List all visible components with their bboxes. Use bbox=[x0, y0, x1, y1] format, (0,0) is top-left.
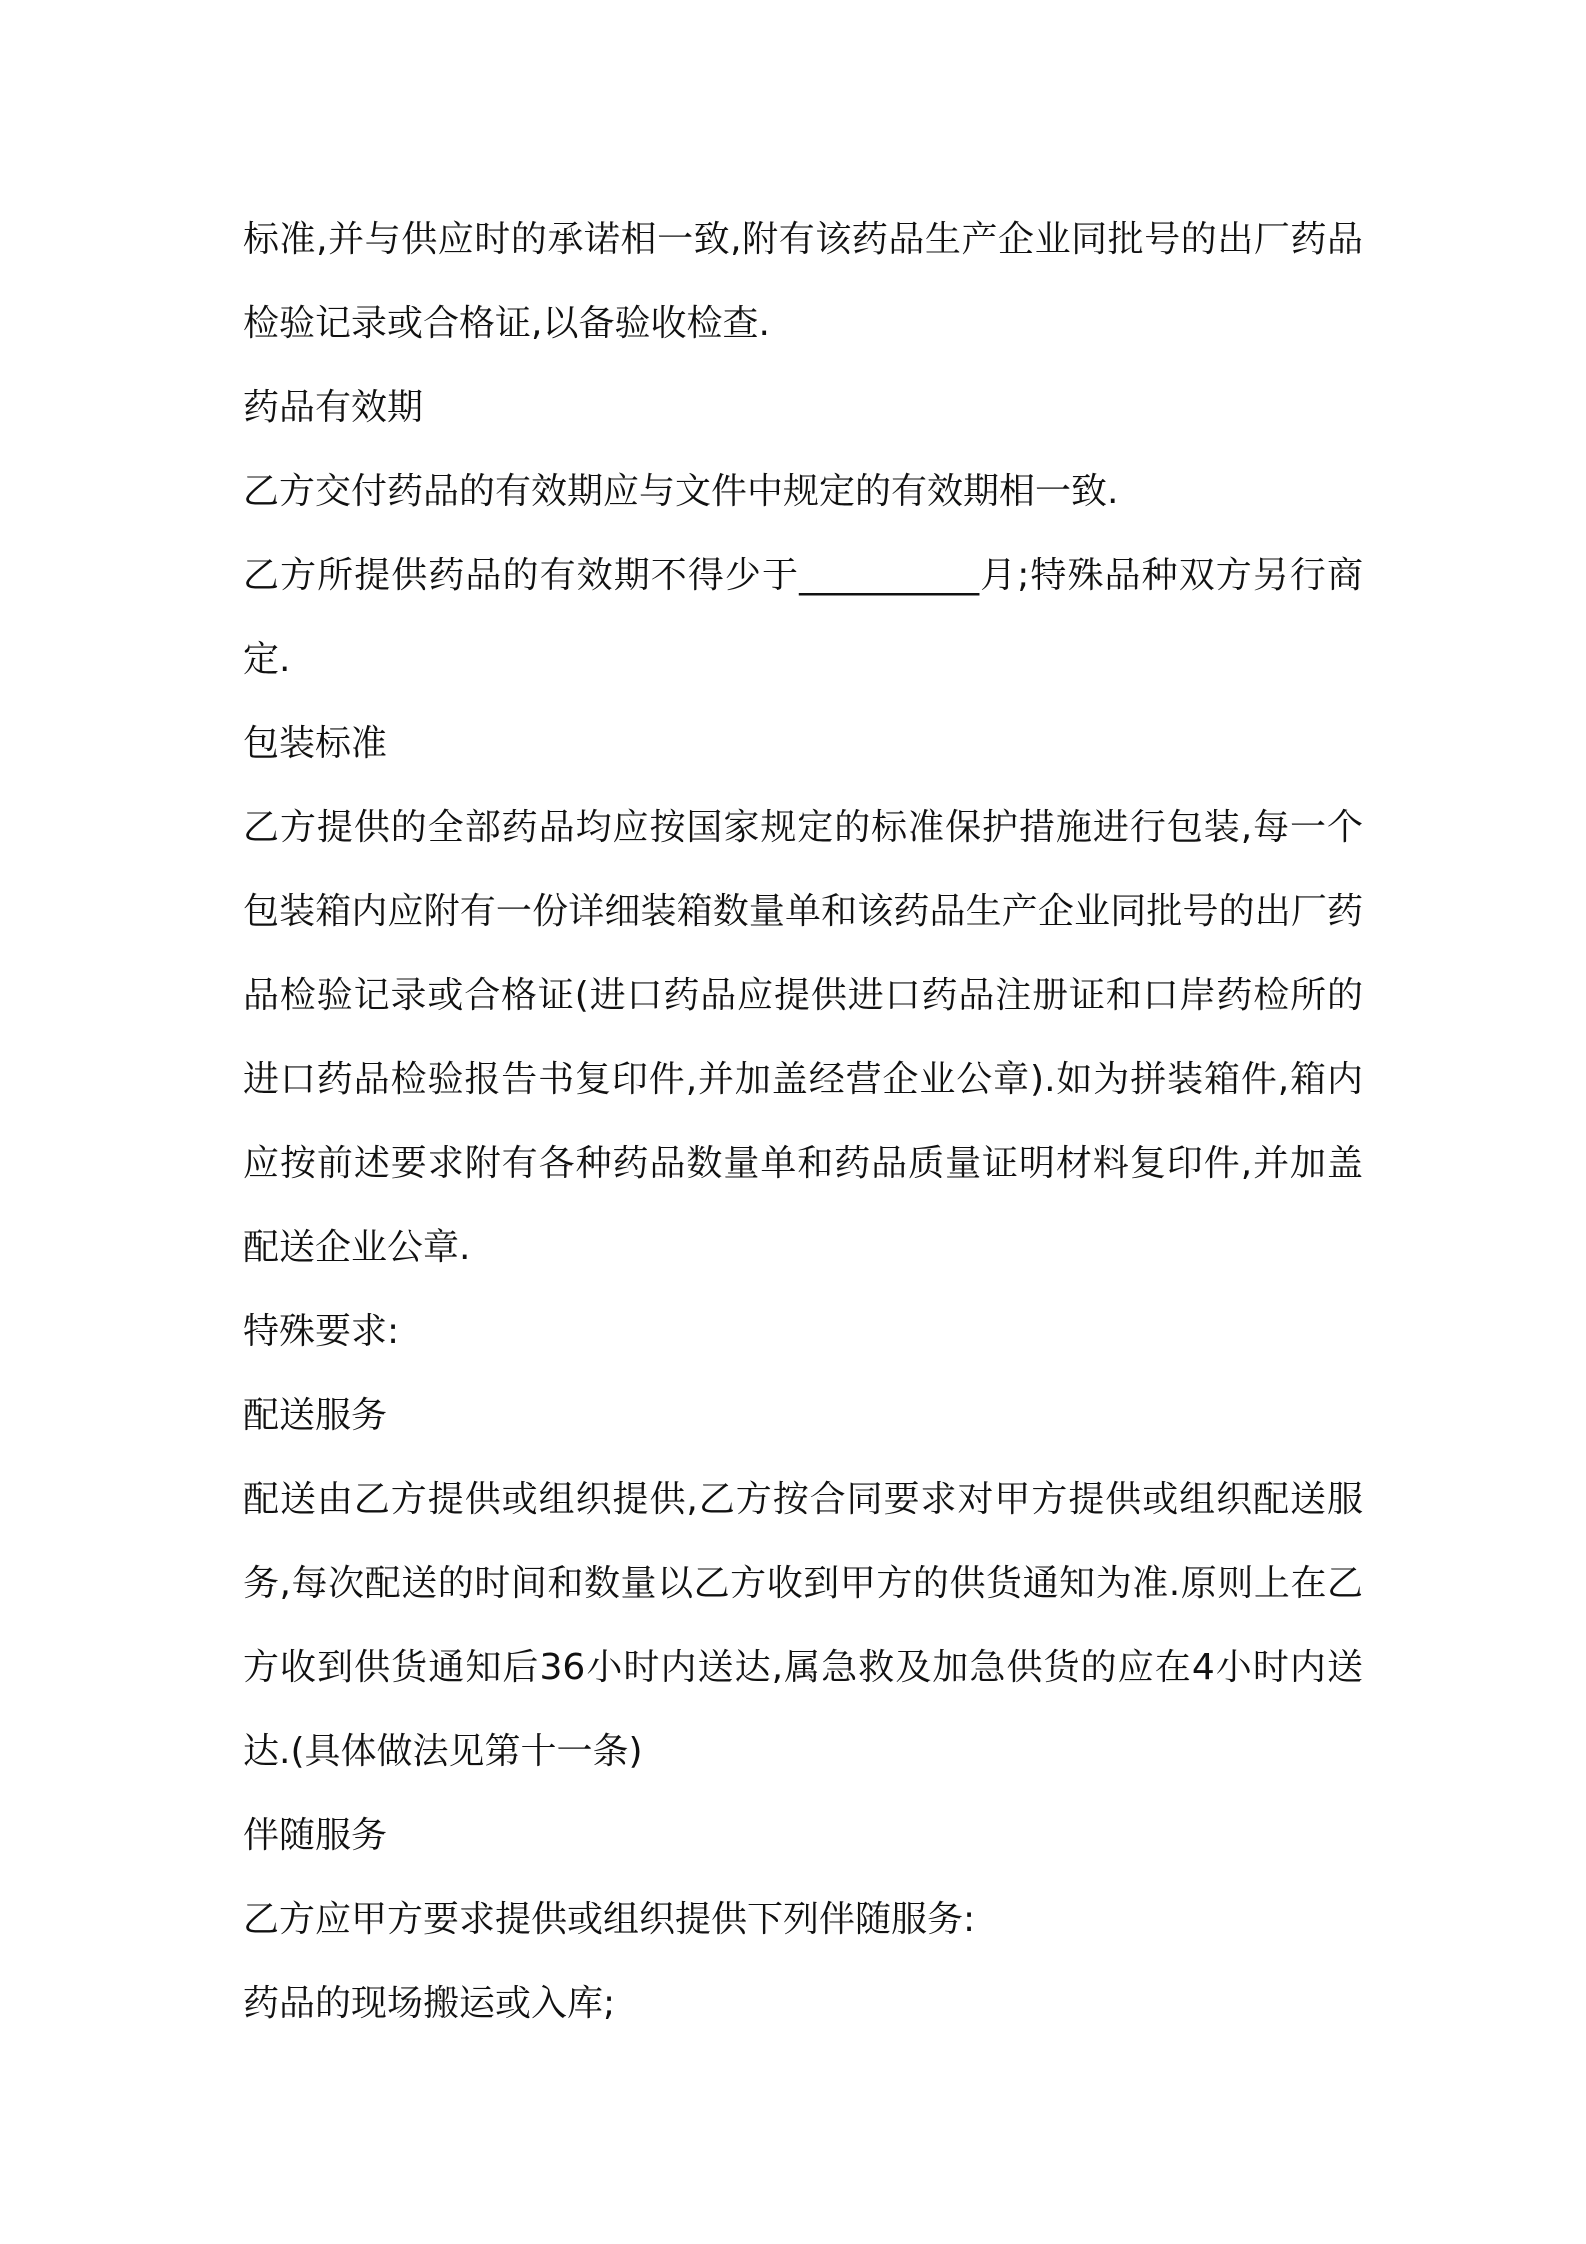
paragraph-validity-minimum: 乙方所提供药品的有效期不得少于__________月;特殊品种双方另行商定. bbox=[243, 555, 1363, 680]
document-page bbox=[243, 198, 1363, 2046]
paragraph-accompanying-service: 乙方应甲方要求提供或组织提供下列伴随服务: bbox=[243, 1899, 976, 1940]
list-item-onsite-handling: 药品的现场搬运或入库; bbox=[243, 1983, 616, 2024]
heading-accompanying-service: 伴随服务 bbox=[243, 1815, 388, 1856]
heading-delivery-service: 配送服务 bbox=[243, 1395, 388, 1436]
paragraph-packaging: 乙方提供的全部药品均应按国家规定的标准保护措施进行包装,每一个包装箱内应附有一份详细装箱数量单和该药品生产企业同批号的出厂药品检验记录或合格证(进口药品应提供进口药品注册证和口岸药检所的进口药品检验报告书复印件,并加盖经营企业公章).如为拼装箱件,箱内应按前述要求附有各种药品数量单和药品质量证明材料复印件,并加盖配送企业公章. bbox=[243, 807, 1363, 1268]
paragraph-delivery-service: 配送由乙方提供或组织提供,乙方按合同要求对甲方提供或组织配送服务,每次配送的时间和数量以乙方收到甲方的供货通知为准.原则上在乙方收到供货通知后36小时内送达,属急救及加急供货的应在4小时内送达.(具体做法见第十一条) bbox=[243, 1479, 1363, 1772]
heading-validity: 药品有效期 bbox=[243, 387, 424, 428]
paragraph-standard-continued: 标准,并与供应时的承诺相一致,附有该药品生产企业同批号的出厂药品检验记录或合格证,以备验收检查. bbox=[243, 219, 1363, 344]
heading-packaging: 包装标准 bbox=[243, 723, 388, 764]
paragraph-validity-consistent: 乙方交付药品的有效期应与文件中规定的有效期相一致. bbox=[243, 471, 1119, 512]
heading-special-requirements: 特殊要求: bbox=[243, 1311, 400, 1352]
